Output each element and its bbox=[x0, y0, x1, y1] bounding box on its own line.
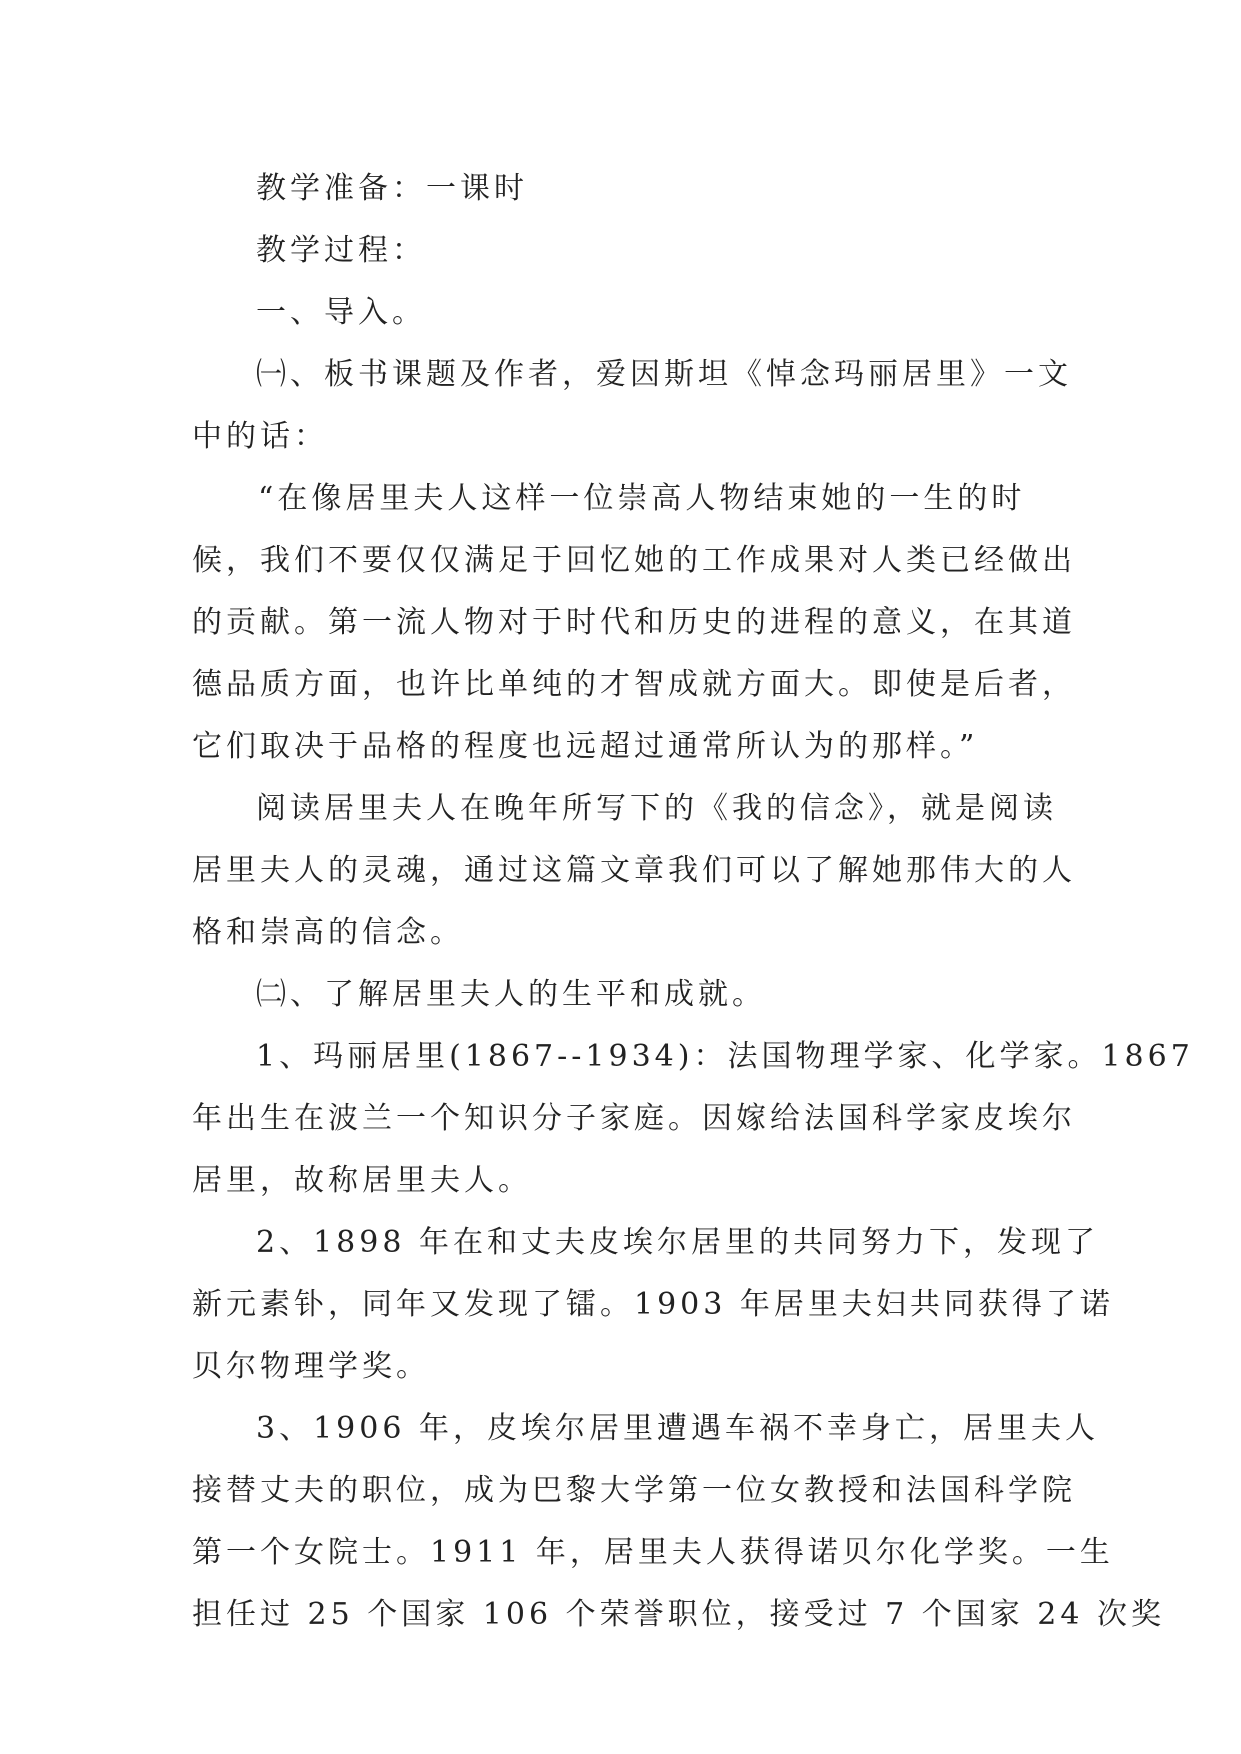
text-line: 教学准备：一课时 bbox=[256, 171, 528, 206]
text-line: 中的话： bbox=[192, 419, 328, 454]
document-body bbox=[192, 158, 1194, 1646]
text-line: 的贡献。第一流人物对于时代和历史的进程的意义，在其道 bbox=[192, 605, 1076, 640]
text-line: 教学过程： bbox=[256, 233, 426, 268]
text-line: 接替丈夫的职位，成为巴黎大学第一位女教授和法国科学院 bbox=[192, 1473, 1076, 1508]
text-line: 年出生在波兰一个知识分子家庭。因嫁给法国科学家皮埃尔 bbox=[192, 1101, 1076, 1136]
text-line: 它们取决于品格的程度也远超过通常所认为的那样。” bbox=[192, 729, 979, 764]
text-line: 3、1906 年，皮埃尔居里遭遇车祸不幸身亡，居里夫人 bbox=[256, 1411, 1099, 1446]
text-line: 2、1898 年在和丈夫皮埃尔居里的共同努力下，发现了 bbox=[256, 1225, 1099, 1260]
text-line: 阅读居里夫人在晚年所写下的《我的信念》，就是阅读 bbox=[256, 791, 1057, 826]
text-line: ㈡、了解居里夫人的生平和成就。 bbox=[256, 977, 766, 1012]
text-line: 居里，故称居里夫人。 bbox=[192, 1163, 532, 1198]
text-line: 1、玛丽居里(1867--1934)：法国物理学家、化学家。1867 bbox=[256, 1039, 1194, 1074]
text-line: 担任过 25 个国家 106 个荣誉职位，接受过 7 个国家 24 次奖 bbox=[192, 1597, 1165, 1632]
text-line: 格和崇高的信念。 bbox=[192, 915, 464, 950]
text-line: 德品质方面，也许比单纯的才智成就方面大。即使是后者， bbox=[192, 667, 1076, 702]
text-line: ㈠、板书课题及作者，爱因斯坦《悼念玛丽居里》一文 bbox=[256, 357, 1072, 392]
text-line: “在像居里夫人这样一位崇高人物结束她的一生的时 bbox=[258, 481, 1026, 516]
text-line: 候，我们不要仅仅满足于回忆她的工作成果对人类已经做出 bbox=[192, 543, 1076, 578]
text-line: 第一个女院士。1911 年，居里夫人获得诺贝尔化学奖。一生 bbox=[192, 1535, 1114, 1570]
text-line: 贝尔物理学奖。 bbox=[192, 1349, 430, 1384]
text-line: 一、导入。 bbox=[256, 295, 426, 330]
text-line: 居里夫人的灵魂，通过这篇文章我们可以了解她那伟大的人 bbox=[192, 853, 1076, 888]
text-line: 新元素钋，同年又发现了镭。1903 年居里夫妇共同获得了诺 bbox=[192, 1287, 1114, 1322]
